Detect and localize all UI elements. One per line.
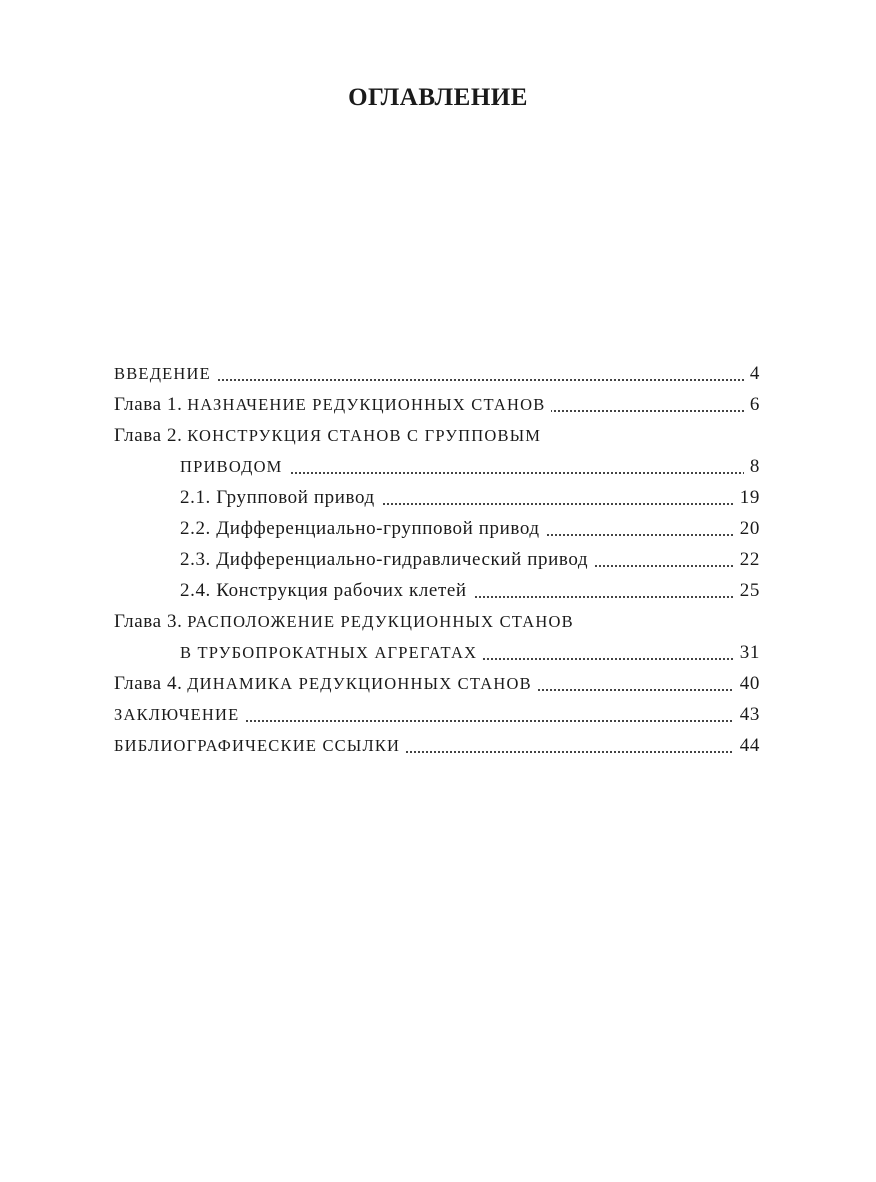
toc-page-number: 19 xyxy=(734,482,760,513)
toc-entry-title: 2.2. Дифференциально-групповой привод xyxy=(180,513,546,544)
toc-entry-title: 2.1. Групповой привод xyxy=(180,482,381,513)
toc-entry-bibliography[interactable] xyxy=(114,730,760,761)
toc-entry-section-2-1[interactable] xyxy=(114,482,760,513)
toc-chapter-prefix: Глава 3. xyxy=(114,611,183,632)
toc-entry-section-2-3[interactable] xyxy=(114,544,760,575)
toc-entry-title: БИБЛИОГРАФИЧЕСКИЕ ССЫЛКИ xyxy=(114,730,406,761)
toc-chapter-prefix: Глава 2. xyxy=(114,425,183,446)
toc-page-number: 40 xyxy=(734,668,760,699)
toc-entry-title: 2.4. Конструкция рабочих клетей xyxy=(180,575,473,606)
toc-entry-chapter-3-line-1[interactable] xyxy=(114,606,760,637)
toc-entry-title: НАЗНАЧЕНИЕ РЕДУКЦИОННЫХ СТАНОВ xyxy=(187,395,546,414)
toc-page-number: 25 xyxy=(734,575,760,606)
toc-entry-chapter-1[interactable] xyxy=(114,389,760,420)
toc-entry-title: ВВЕДЕНИЕ xyxy=(114,358,217,389)
toc-entry-chapter-3-line-2[interactable] xyxy=(114,637,760,668)
toc-entry-conclusion[interactable] xyxy=(114,699,760,730)
toc-entry-title: 2.3. Дифференциально-гидравлический привод xyxy=(180,544,594,575)
toc-page-number: 4 xyxy=(744,358,760,389)
toc-entry-chapter-4[interactable] xyxy=(114,668,760,699)
toc-entry-title: ЗАКЛЮЧЕНИЕ xyxy=(114,699,245,730)
toc-entry-section-2-4[interactable] xyxy=(114,575,760,606)
toc-page-number: 22 xyxy=(734,544,760,575)
toc-chapter-prefix: Глава 4. xyxy=(114,673,183,694)
toc-entry-title-continued: ПРИВОДОМ xyxy=(180,451,289,482)
page-title: ОГЛАВЛЕНИЕ xyxy=(348,84,528,111)
toc-entry-title: РАСПОЛОЖЕНИЕ РЕДУКЦИОННЫХ СТАНОВ xyxy=(187,612,574,631)
toc-page-number: 6 xyxy=(744,389,760,420)
toc-entry-title: ДИНАМИКА РЕДУКЦИОННЫХ СТАНОВ xyxy=(187,674,532,693)
toc-entry-title-continued: В ТРУБОПРОКАТНЫХ АГРЕГАТАХ xyxy=(180,637,483,668)
toc-entry-section-2-2[interactable] xyxy=(114,513,760,544)
toc-chapter-prefix: Глава 1. xyxy=(114,394,183,415)
toc-page-number: 43 xyxy=(734,699,760,730)
table-of-contents xyxy=(114,358,760,761)
toc-entry-chapter-2-line-1[interactable] xyxy=(114,420,760,451)
toc-page-number: 31 xyxy=(734,637,760,668)
toc-entry-intro[interactable] xyxy=(114,358,760,389)
toc-page-number: 20 xyxy=(734,513,760,544)
toc-page-number: 8 xyxy=(744,451,760,482)
toc-entry-title: КОНСТРУКЦИЯ СТАНОВ С ГРУППОВЫМ xyxy=(187,426,542,445)
toc-entry-chapter-2-line-2[interactable] xyxy=(114,451,760,482)
toc-page-number: 44 xyxy=(734,730,760,761)
